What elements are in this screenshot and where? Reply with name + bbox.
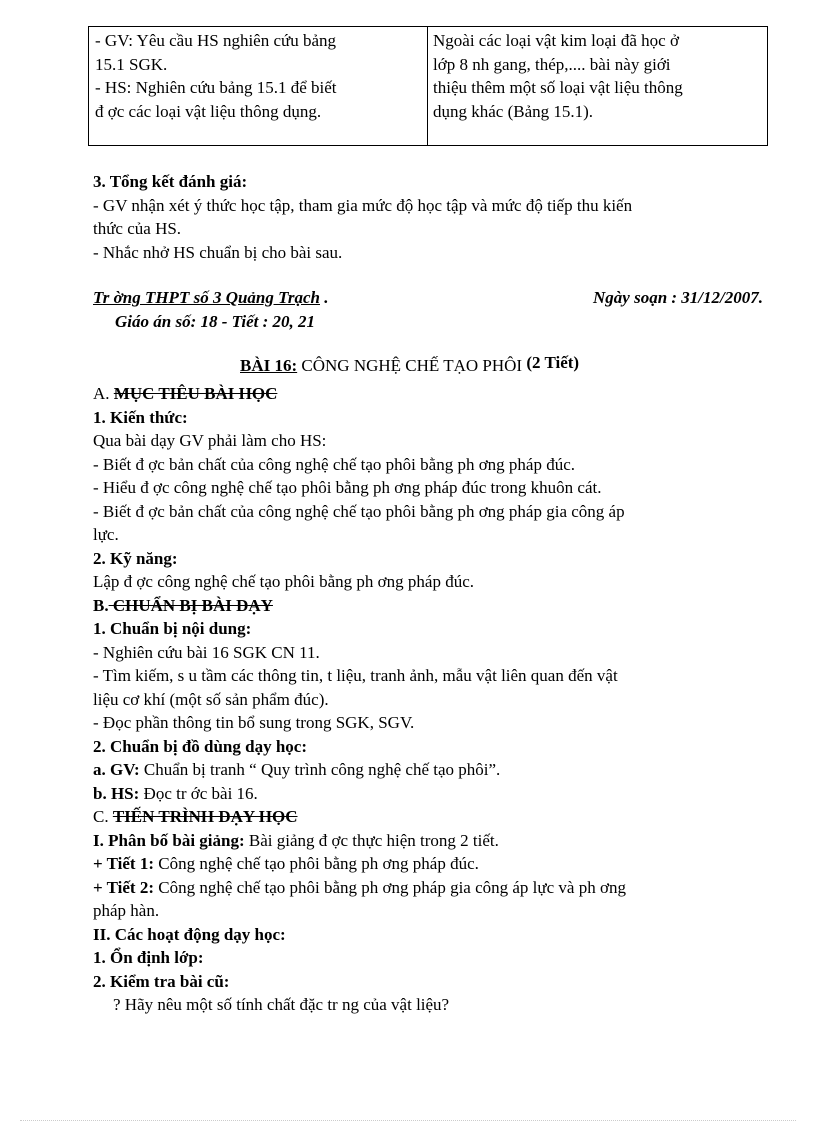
skills-heading: 2. Kỹ năng: <box>93 548 178 568</box>
summary-line: thức của HS. <box>93 219 182 238</box>
activity-table <box>88 26 768 146</box>
review-heading: 2. Kiểm tra bài cũ: <box>93 971 230 991</box>
teacher-prep-text: Chuẩn bị tranh “ Quy trình công nghệ chế tạo phôi”. <box>139 760 501 779</box>
table-row <box>89 27 768 146</box>
period-1-line <box>93 852 783 876</box>
cell-line: Ngoài các loại vật kim loại đã học ở <box>433 31 679 50</box>
knowledge-line: Qua bài dạy GV phải làm cho HS: <box>93 431 327 450</box>
cell-line: dụng khác (Bảng 15.1). <box>433 101 594 121</box>
summary-heading: 3. Tổng kết đánh giá: <box>93 172 248 191</box>
school-name: Tr ờng THPT số 3 Quảng Trạch <box>93 288 320 307</box>
knowledge-line: - Hiểu đ ợc công nghệ chế tạo phôi bằng ph ơng pháp đúc trong khuôn cát. <box>93 478 602 497</box>
lesson-plan-number: Giáo án số: 18 - Tiết : 20, 21 <box>115 312 316 331</box>
section-a-title: MỤC TIÊU BÀI HỌC <box>113 384 278 403</box>
summary-line: - Nhắc nhở HS chuẩn bị cho bài sau. <box>93 242 343 262</box>
section-a-heading <box>93 382 783 406</box>
class-setup-heading: 1. Ổn định lớp: <box>93 948 204 967</box>
table-cell-activities <box>89 27 428 146</box>
cell-line: - HS: Nghiên cứu bảng 15.1 để biết <box>95 78 337 97</box>
content-prep-line: - Tìm kiếm, s u tầm các thông tin, t liệu, tranh ảnh, mẫu vật liên quan đến vật <box>93 666 618 685</box>
period-2-label: + Tiết 2: <box>93 877 155 897</box>
student-label: b. HS: <box>93 783 140 803</box>
page-bottom-divider <box>20 1120 796 1121</box>
lesson-number: BÀI 16: <box>240 356 298 375</box>
section-b-heading <box>93 594 783 618</box>
student-prep-text: Đọc tr ớc bài 16. <box>139 783 258 803</box>
summary-section <box>93 170 773 264</box>
teaching-aids-heading: 2. Chuẩn bị đồ dùng dạy học: <box>93 736 308 756</box>
lesson-body <box>93 382 783 1017</box>
table-cell-content <box>428 27 768 146</box>
teacher-prep-line <box>93 758 783 782</box>
lesson-title-text: CÔNG NGHỆ CHẾ TẠO PHÔI <box>297 356 527 375</box>
section-b-letter: B. <box>93 595 109 615</box>
summary-line: - GV nhận xét ý thức học tập, tham gia mức độ học tập và mức độ tiếp thu kiến <box>93 195 633 215</box>
lesson-title <box>240 353 580 376</box>
skills-line: Lập đ ợc công nghệ chế tạo phôi bằng ph ơng pháp đúc. <box>93 572 475 591</box>
school-suffix: . <box>320 288 329 307</box>
period-1-label: + Tiết 1: <box>93 854 155 873</box>
content-prep-heading: 1. Chuẩn bị nội dung: <box>93 619 252 638</box>
student-prep-line <box>93 782 783 806</box>
activities-heading: II. Các hoạt động dạy học: <box>93 924 286 944</box>
period-2-continuation: pháp hàn. <box>93 901 160 920</box>
knowledge-line: - Biết đ ợc bản chất của công nghệ chế tạo phôi bằng ph ơng pháp đúc. <box>93 454 576 474</box>
lesson-header <box>93 286 763 334</box>
section-c-heading <box>93 805 783 829</box>
cell-line: đ ợc các loại vật liệu thông dụng. <box>95 101 322 121</box>
section-c-letter: C. <box>93 807 113 826</box>
knowledge-line: - Biết đ ợc bản chất của công nghệ chế tạo phôi bằng ph ơng pháp gia công áp <box>93 501 625 521</box>
cell-line: 15.1 SGK. <box>95 54 168 74</box>
lesson-distribution-line <box>93 829 783 853</box>
cell-line: lớp 8 nh gang, thép,.... bài này giới <box>433 54 671 74</box>
lesson-distribution-label: I. Phân bố bài giảng: <box>93 830 245 850</box>
cell-line: thiệu thêm một số loại vật liệu thông <box>433 78 683 97</box>
lesson-distribution-text: Bài giảng đ ợc thực hiện trong 2 tiết. <box>244 830 499 850</box>
section-b-title: CHUẨN BỊ BÀI DẠY <box>108 595 273 615</box>
review-question: ? Hãy nêu một số tính chất đặc tr ng của vật liệu? <box>113 995 450 1014</box>
period-1-text: Công nghệ chế tạo phôi bằng ph ơng pháp đúc. <box>154 854 479 873</box>
cell-line: - GV: Yêu cầu HS nghiên cứu bảng <box>95 31 337 50</box>
content-prep-line: - Đọc phần thông tin bổ sung trong SGK, SGV. <box>93 713 415 732</box>
period-2-text: Công nghệ chế tạo phôi bằng ph ơng pháp gia công áp lực và ph ơng <box>154 877 626 897</box>
knowledge-heading: 1. Kiến thức: <box>93 407 188 427</box>
teacher-label: a. GV: <box>93 760 140 779</box>
content-prep-line: liệu cơ khí (một số sản phẩm đúc). <box>93 689 329 709</box>
period-2-line <box>93 876 783 900</box>
knowledge-line: lực. <box>93 525 119 544</box>
content-prep-line: - Nghiên cứu bài 16 SGK CN 11. <box>93 642 320 662</box>
lesson-duration: (2 Tiết) <box>526 353 580 372</box>
section-a-letter: A. <box>93 384 114 403</box>
prepared-date: Ngày soạn : 31/12/2007. <box>593 288 763 307</box>
section-c-title: TIẾN TRÌNH DẠY HỌC <box>112 807 298 826</box>
